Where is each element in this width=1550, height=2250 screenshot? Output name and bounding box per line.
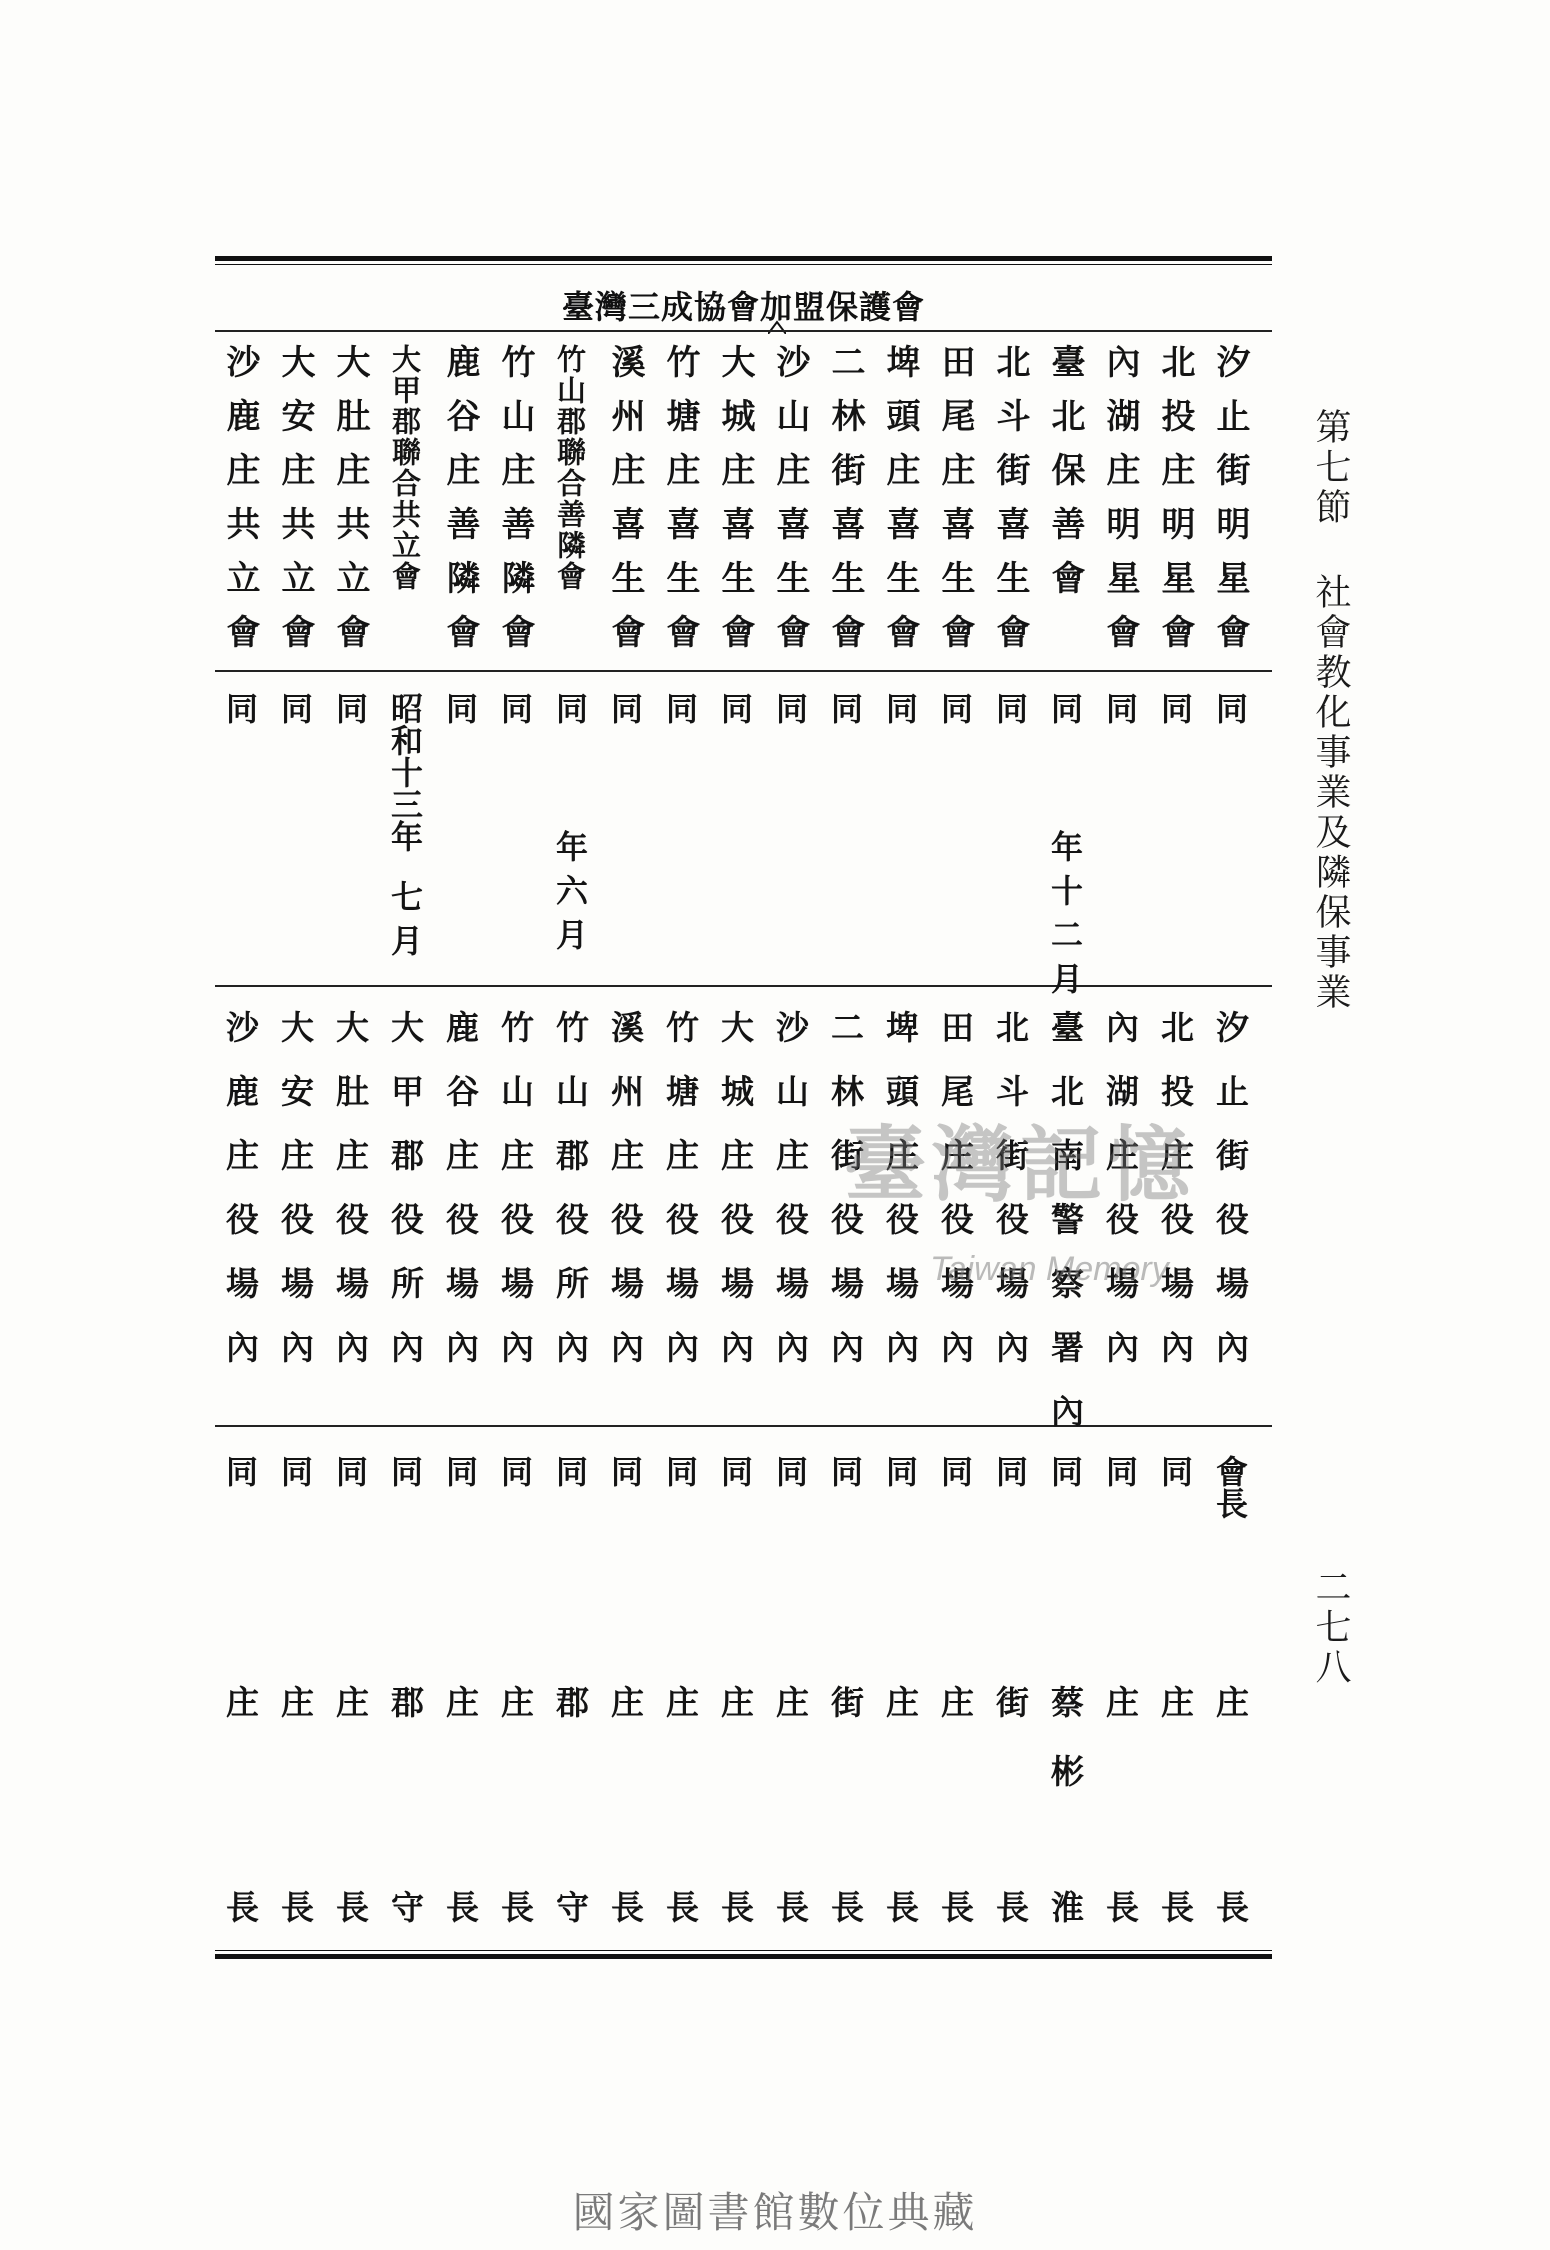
officer-suffix: 長 — [881, 1890, 920, 1923]
library-credit: 國家圖書館數位典藏 — [572, 2188, 978, 2237]
officer-title: 同 — [276, 1455, 314, 1487]
organization-name: 大甲郡聯合共立會 — [388, 344, 422, 592]
founding-date: 同 — [551, 692, 589, 724]
officer-title: 同 — [606, 1455, 644, 1487]
locations-rule — [215, 1425, 1272, 1427]
officer-name: 庄 — [936, 1685, 975, 1718]
founding-date: 同 — [716, 692, 754, 724]
founding-date: 同 — [826, 692, 864, 724]
watermark-english: Taiwan Memory — [930, 1250, 1169, 1288]
officer-name: 庄 — [441, 1685, 480, 1718]
office-location: 北斗街役場內 — [991, 1010, 1030, 1394]
officer-title: 會長 — [1211, 1455, 1249, 1519]
organization-name: 大肚庄共立會 — [330, 344, 370, 668]
officer-title: 同 — [331, 1455, 369, 1487]
officer-name: 蔡彬 — [1046, 1685, 1085, 1823]
founding-date: 同 — [496, 692, 534, 724]
founding-date: 同 — [606, 692, 644, 724]
officer-title: 同 — [441, 1455, 479, 1487]
officer-title: 同 — [661, 1455, 699, 1487]
office-location: 大安庄役場內 — [276, 1010, 315, 1394]
officer-suffix: 長 — [496, 1890, 535, 1923]
office-location: 大甲郡役所內 — [386, 1010, 425, 1394]
officer-title: 同 — [1156, 1455, 1194, 1487]
officer-name: 庄 — [606, 1685, 645, 1718]
officer-suffix: 長 — [221, 1890, 260, 1923]
officer-title: 同 — [1101, 1455, 1139, 1487]
office-location: 沙鹿庄役場內 — [221, 1010, 260, 1394]
title-rule — [215, 330, 1272, 332]
office-location: 埤頭庄役場內 — [881, 1010, 920, 1394]
officer-suffix: 長 — [661, 1890, 700, 1923]
officer-name: 庄 — [276, 1685, 315, 1718]
organization-name: 埤頭庄喜生會 — [880, 344, 920, 668]
officer-name: 街 — [826, 1685, 865, 1718]
officer-suffix: 淮 — [1046, 1890, 1085, 1923]
officer-name: 庄 — [661, 1685, 700, 1718]
organization-name: 大城庄喜生會 — [715, 344, 755, 668]
founding-date: 同 — [1156, 692, 1194, 724]
founding-date: 同 — [1046, 692, 1084, 724]
organization-name: 汐止街明星會 — [1210, 344, 1250, 668]
officer-suffix: 長 — [936, 1890, 975, 1923]
office-location: 鹿谷庄役場內 — [441, 1010, 480, 1394]
organization-name: 臺北保善會 — [1045, 344, 1085, 614]
officer-name: 庄 — [496, 1685, 535, 1718]
organization-name: 北斗街喜生會 — [990, 344, 1030, 668]
officer-title: 同 — [881, 1455, 919, 1487]
founding-date-month: 年六月 — [551, 830, 589, 962]
officer-suffix: 長 — [716, 1890, 755, 1923]
founding-date: 同 — [221, 692, 259, 724]
founding-date: 同 — [771, 692, 809, 724]
office-location: 沙山庄役場內 — [771, 1010, 810, 1394]
founding-date: 同 — [936, 692, 974, 724]
officer-name: 庄 — [771, 1685, 810, 1718]
officer-name: 庄 — [331, 1685, 370, 1718]
running-head: 第七節 社會教化事業及隣保事業 — [1310, 408, 1351, 1013]
officer-title: 同 — [826, 1455, 864, 1487]
founding-date-month: 年十二月 — [1046, 830, 1084, 1006]
officer-title: 同 — [386, 1455, 424, 1487]
office-location: 北投庄役場內 — [1156, 1010, 1195, 1394]
organization-name: 北投庄明星會 — [1155, 344, 1195, 668]
office-location: 竹塘庄役場內 — [661, 1010, 700, 1394]
organization-name: 竹山郡聯合善隣會 — [553, 344, 587, 592]
officer-title: 同 — [716, 1455, 754, 1487]
officer-suffix: 長 — [606, 1890, 645, 1923]
office-location: 二林街役場內 — [826, 1010, 865, 1394]
office-location: 溪州庄役場內 — [606, 1010, 645, 1394]
officer-suffix: 長 — [441, 1890, 480, 1923]
organization-name: 竹塘庄喜生會 — [660, 344, 700, 668]
officer-suffix: 長 — [1156, 1890, 1195, 1923]
table-title: 臺灣三成協會加盟保護會 — [561, 288, 925, 326]
founding-date: 同 — [661, 692, 699, 724]
officer-title: 同 — [991, 1455, 1029, 1487]
office-location: 內湖庄役場內 — [1101, 1010, 1140, 1394]
founding-date: 昭和十三年 — [386, 692, 424, 852]
office-location: 竹山庄役場內 — [496, 1010, 535, 1394]
officer-name: 郡 — [551, 1685, 590, 1718]
officer-title: 同 — [551, 1455, 589, 1487]
office-location: 大城庄役場內 — [716, 1010, 755, 1394]
officer-suffix: 長 — [826, 1890, 865, 1923]
officer-name: 庄 — [1211, 1685, 1250, 1718]
organization-name: 二林街喜生會 — [825, 344, 865, 668]
organization-name: 內湖庄明星會 — [1100, 344, 1140, 668]
officer-title: 同 — [771, 1455, 809, 1487]
officer-suffix: 守 — [551, 1890, 590, 1923]
organization-name: 沙山庄喜生會 — [770, 344, 810, 668]
officer-name: 街 — [991, 1685, 1030, 1718]
founding-date: 同 — [1101, 692, 1139, 724]
office-location: 竹山郡役所內 — [551, 1010, 590, 1394]
officer-suffix: 守 — [386, 1890, 425, 1923]
founding-date-month: 七月 — [386, 880, 424, 968]
officer-name: 郡 — [386, 1685, 425, 1718]
officer-name: 庄 — [221, 1685, 260, 1718]
organization-name: 竹山庄善隣會 — [495, 344, 535, 668]
officer-name: 庄 — [881, 1685, 920, 1718]
office-location: 臺北南警察署內 — [1046, 1010, 1085, 1458]
watermark-logo: 臺灣記憶 — [843, 1117, 1196, 1213]
officer-suffix: 長 — [1101, 1890, 1140, 1923]
officer-name: 庄 — [1101, 1685, 1140, 1718]
founding-date: 同 — [1211, 692, 1249, 724]
officer-name: 庄 — [1156, 1685, 1195, 1718]
officer-suffix: 長 — [276, 1890, 315, 1923]
names-rule — [215, 670, 1272, 672]
founding-date: 同 — [276, 692, 314, 724]
organization-name: 鹿谷庄善隣會 — [440, 344, 480, 668]
founding-date: 同 — [441, 692, 479, 724]
officer-name: 庄 — [716, 1685, 755, 1718]
office-location: 田尾庄役場內 — [936, 1010, 975, 1394]
founding-date: 同 — [991, 692, 1029, 724]
organization-name: 田尾庄喜生會 — [935, 344, 975, 668]
officer-suffix: 長 — [991, 1890, 1030, 1923]
officer-title: 同 — [1046, 1455, 1084, 1487]
founding-date: 同 — [881, 692, 919, 724]
officer-title: 同 — [936, 1455, 974, 1487]
founding-date: 同 — [331, 692, 369, 724]
page-number: 二七八 — [1310, 1568, 1351, 1688]
officer-suffix: 長 — [771, 1890, 810, 1923]
organization-name: 溪州庄喜生會 — [605, 344, 645, 668]
office-location: 汐止街役場內 — [1211, 1010, 1250, 1394]
officer-suffix: 長 — [331, 1890, 370, 1923]
organization-name: 沙鹿庄共立會 — [220, 344, 260, 668]
officer-suffix: 長 — [1211, 1890, 1250, 1923]
dates-rule — [215, 985, 1272, 987]
officer-title: 同 — [221, 1455, 259, 1487]
organization-name: 大安庄共立會 — [275, 344, 315, 668]
office-location: 大肚庄役場內 — [331, 1010, 370, 1394]
officer-title: 同 — [496, 1455, 534, 1487]
